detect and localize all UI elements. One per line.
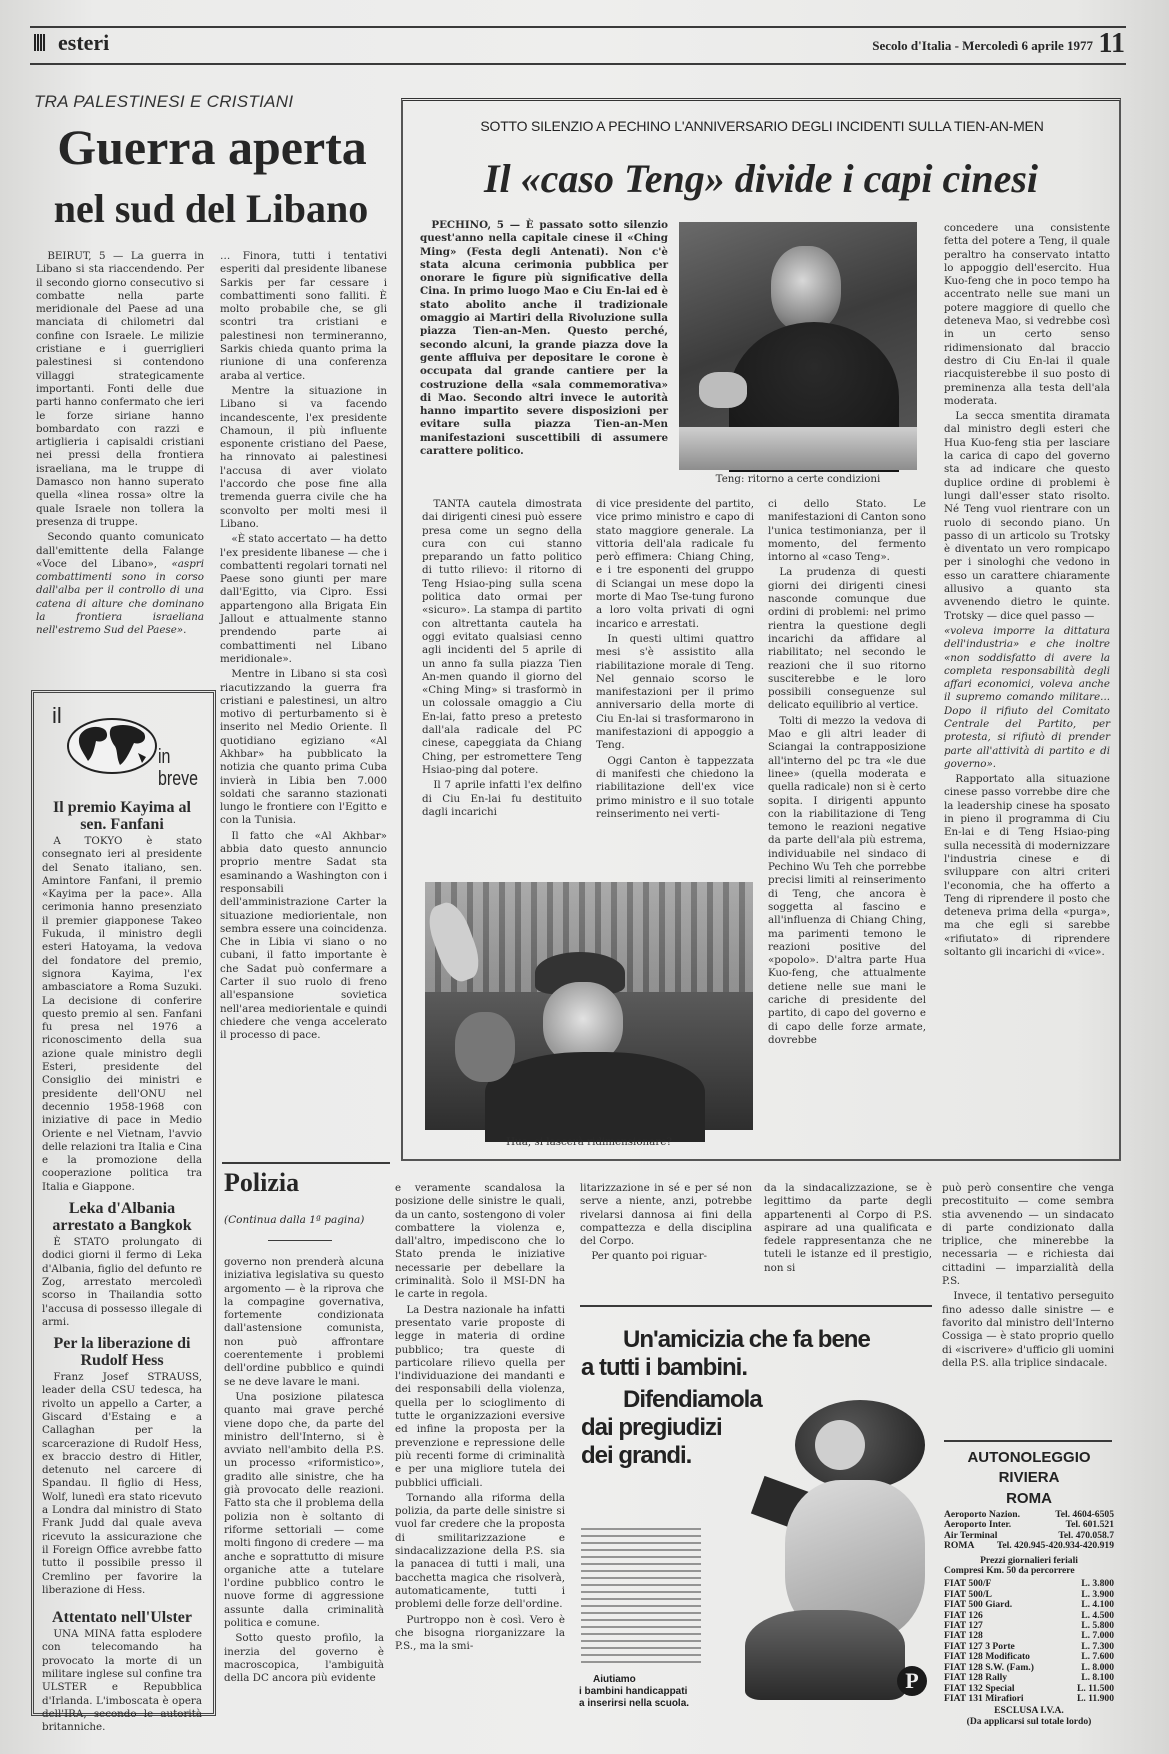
polizia-paragraph: litarizzazione in sé e per sé non serve a niente, anzi, potrebbe rivelarsi dannosa ai fini della compattezza e della disciplina del Corpo. xyxy=(580,1182,752,1248)
polizia-paragraph: Sotto questo profilo, la inerzia del governo è macroscopica, l'ambiguità della DC ancora più evidente xyxy=(224,1632,384,1685)
car-model: FIAT 131 Mirafiori xyxy=(944,1692,1024,1704)
ad-amicizia xyxy=(575,1310,933,1714)
vat-note: (Da applicarsi sul totale lordo) xyxy=(966,1715,1092,1727)
teng-paragraph: Tolti di mezzo la vedova di Mao e gli altri leader di Sciangai la contrapposizione all'interno del pc tra «le due linee» (quella moderata e quella radicale) non si è certo sopita. I dirigenti appunto con la riabilitazione di Teng temono le reazioni negative da parte dell'ala più estrema, individuabile nel sindaco di Pechino Wu Teh che porrebbe precisi limiti al reinserimento di Teng, che ancora è soggetta al fascino e all'influenza di Chiang Ching, ma parimenti temono le reazioni positive del «popolo». D'altra parte Hua Kuo-feng, che attualmente detiene nelle sue mani le cariche di presidente del partito, di capo del governo e di capo delle forze armate, dovrebbe xyxy=(768,714,926,1046)
polizia-column-d xyxy=(764,1182,932,1274)
teng-column-1 xyxy=(422,498,582,876)
car-model: FIAT 127 3 Porte xyxy=(944,1640,1015,1652)
libano-paragraph: Mentre la situazione in Libano si va facendo incandescente, l'ex presidente Chamoun, il più influente esponente cristiano del Paese, ha rinnovato ai palestinesi l'accusa di aver violato l'accordo che pose fine alla tremenda guerra civile che ha sconvolto per molti mesi il Libano. xyxy=(220,384,387,530)
brief-title: Per la liberazione di Rudolf Hess xyxy=(53,1335,191,1370)
libano-column-1 xyxy=(36,250,204,670)
autonoleggio-name-1: AUTONOLEGGIO xyxy=(967,1449,1091,1466)
globe-icon xyxy=(66,717,158,775)
car-price: L. 4.500 xyxy=(1081,1609,1114,1621)
briefs-logo xyxy=(46,701,199,790)
ad-headline-3: Difendiamola xyxy=(623,1386,762,1413)
polizia-subtitle: (Continua dalla 1ª pagina) xyxy=(224,1214,365,1226)
teng-paragraph: ci dello Stato. Le manifestazioni di Canton sono l'unica testimonianza, per il momento, del fermento intorno al «caso Teng». xyxy=(768,498,926,564)
teng-headline: Il «caso Teng» divide i capi cinesi xyxy=(483,156,1039,201)
teng-photo-hand xyxy=(699,372,747,408)
phone-label: Aeroporto Inter. xyxy=(944,1519,1012,1531)
car-model: FIAT 128 Modificato xyxy=(944,1651,1030,1663)
teng-column-2 xyxy=(596,498,754,876)
teng-lead xyxy=(420,219,668,487)
car-price: L. 7.000 xyxy=(1081,1630,1114,1642)
teng-quote: «voleva imporre la dittatura dell'industria» e che inoltre «non soddisfatto di avere la completa responsabilità degli affari economici, voleva anche il supremo comando militare... Dopo il rifiuto del Comitato Centrale del Partito, per protesta, si rifiutò di prender parte all'attività di partito e di governo». xyxy=(944,624,1110,770)
teng-photo-head xyxy=(771,246,841,332)
autonoleggio-top-rule xyxy=(944,1440,1112,1442)
car-price: L. 11.900 xyxy=(1076,1692,1114,1704)
teng-photo xyxy=(679,222,917,470)
teng-photo-caption: Teng: ritorno a certe condizioni xyxy=(715,473,881,485)
car-price: L. 3.800 xyxy=(1081,1578,1114,1590)
brief-text: È STATO prolungato di dodici giorni il fermo di Leka d'Albania, figlio del defunto re Zog, arrestato mercoledì scorso in Thailandia sotto l'accusa di possesso illegale di armi. xyxy=(42,1236,202,1328)
libano-paragraph: «È stato accertato — ha detto l'ex presidente libanese — che i combattenti regolari tornati nel Paese sono giunti per mare dall'Egitto, via Cipro. Essi appartengono alla Brigata Ein Jallout e attualmente stanno prendendo parte ai combattimenti nel Libano meridionale». xyxy=(220,533,387,665)
polizia-paragraph: Tornando alla riforma della polizia, da parte delle sinistre si vuol far credere che la proposta di smilitarizzazione e sindacalizzazione della P.S. sia la panacea di tutti i mali, una bacchetta magica che risolverà, automaticamente, tutti i problemi delle forze dell'ordine. xyxy=(395,1491,565,1611)
polizia-paragraph: può però consentire che venga precostituito — come sembra stia avvenendo — un sindacato di parte condizionato dalla triplice, che minerebbe la necessaria — e richiesta dai cittadini — imparzialità della P.S. xyxy=(942,1182,1114,1288)
car-price-list xyxy=(944,1579,1114,1704)
ad-photo-face xyxy=(815,1420,865,1470)
header-bottom-rule xyxy=(30,63,1126,65)
brief-title: Attentato nell'Ulster xyxy=(52,1609,192,1627)
ad-body-text xyxy=(581,1528,701,1668)
polizia-subtitle-rule xyxy=(268,1240,332,1241)
ad-top-rule xyxy=(580,1305,932,1307)
teng-paragraph: Oggi Canton è tappezzata di manifesti che chiedono la riabilitazione dell'ex vice primo ministro e il suo totale reinserimento nei verti- xyxy=(596,754,754,820)
car-price: L. 8.000 xyxy=(1081,1661,1114,1673)
hua-photo-person xyxy=(455,1012,515,1082)
phone-label: Air Terminal xyxy=(944,1529,998,1541)
teng-paragraph: di vice presidente del partito, vice primo ministro e capo di stato maggiore generale. La vittoria dell'ala radicale fu però effimera: Chiang Ching, e i tre esponenti del gruppo di Sciangai un mese dopo la morte di Mao Tse-tung furono a loro volta privati di ogni incarico e arrestati. xyxy=(596,498,754,630)
section-icon xyxy=(34,34,46,51)
polizia-column-e xyxy=(942,1182,1114,1422)
vat-label: ESCLUSA I.V.A. xyxy=(994,1705,1064,1717)
car-price: L. 5.800 xyxy=(1081,1620,1114,1632)
car-price: L. 3.900 xyxy=(1081,1588,1114,1600)
libano-column-2 xyxy=(220,250,387,1106)
libano-paragraph: BEIRUT, 5 — La guerra in Libano si sta riaccendendo. Per il secondo giorno consecutivo si combatte nella parte meridionale del Paese ad una manciata di chilometri dal confine con Israele. Le milizie cristiane e i guerriglieri palestinesi si contendono villaggi strategicamente importanti. Fonti delle due parti hanno confermato che ieri le forze siriane hanno bombardato con razzi e artiglieria i capisaldi cristiani nei pressi della frontiera israeliana, ma le truppe di Damasco non hanno superato quella «linea rossa» oltre la quale Israele non tollera la presenza di truppe. xyxy=(36,250,204,528)
libano-paragraph-text: Secondo quanto comunicato dall'emittente della Falange «Voce del Libano», xyxy=(36,531,204,570)
ad-headline-1: Un'amicizia che fa bene xyxy=(623,1326,870,1353)
car-model: FIAT 132 Special xyxy=(944,1682,1015,1694)
ad-footer-line: a inserirsi nella scuola. xyxy=(579,1698,690,1709)
polizia-column-b xyxy=(395,1182,565,1714)
teng-lead-text: PECHINO, 5 — È passato sotto silenzio quest'anno nella capitale cinese il «Ching Ming» (Festa degli Antenati). Non c'è stata alcuna cerimonia pubblica per onorare le figure più significative della Cina. In primo luogo Mao e Ciu En-lai ed è stato abolito anche il tradizionale omaggio ai Martiri della Rivoluzione sulla piazza Tien-an-Men. Questo perché, secondo alcuni, la grande piazza dove la gente affluiva per depositare le corone è occupata dal grande cantiere per la costruzione della «sala commemorativa» di Mao. Secondo altri invece le autorità hanno impartito severe disposizioni per evitare sulla piazza Tien-an-Men manifestazioni suscettibili di assumere carattere politico. xyxy=(420,219,668,458)
car-row xyxy=(944,1694,1114,1704)
brief-text: Franz Josef STRAUSS, leader della CSU tedesca, ha rivolto un appello a Carter, a Giscard d'Estaing e a Callaghan per la scarcerazione di Rudolf Hess, ex braccio destro di Hitler, detenuto nel carcere di Spandau. Il figlio di Hess, Wolf, lunedì era stato ricevuto a Londra dal ministro di Stato Frank Judd dal quale aveva ricevuto la assicurazione che il Foreign Office avrebbe fatto tutto il possibile presso il Cremlino per favorire la liberazione di Hess. xyxy=(42,1371,202,1596)
brief-title: Il premio Kayima al sen. Fanfani xyxy=(53,799,191,833)
ad-footer-line: Aiutiamo xyxy=(593,1674,636,1685)
phone-row xyxy=(944,1541,1114,1551)
car-price: L. 4.100 xyxy=(1081,1599,1114,1611)
polizia-paragraph: e veramente scandalosa la posizione delle sinistre le quali, da un canto, sostengono di voler combattere la violenza e, dall'altro, impediscono che lo Stato prenda le iniziative necessarie per debellare la criminalità. Solo il MSI-DN ha le carte in regola. xyxy=(395,1182,565,1301)
prices-title: Prezzi giornalieri feriali xyxy=(980,1554,1078,1566)
libano-paragraph: … Finora, tutti i tentativi esperiti dal presidente libanese Sarkis per far cessare i combattimenti sono falliti. È molto probabile che, se gli scontri tra cristiani e palestinesi non termineranno, Sarkis chieda quanto prima la riunione di una conferenza araba al vertice. xyxy=(220,250,387,382)
briefs-logo-il: il xyxy=(52,703,62,728)
autonoleggio-name-2: RIVIERA xyxy=(998,1469,1060,1486)
ad-photo xyxy=(745,1400,935,1710)
ad-photo-legs xyxy=(745,1610,905,1700)
car-model: FIAT 128 S.W. (Fam.) xyxy=(944,1661,1034,1673)
libano-headline-1: Guerra aperta xyxy=(57,119,367,175)
prices-note: Compresi Km. 50 da percorrere xyxy=(944,1565,1075,1577)
car-price: L. 7.600 xyxy=(1081,1651,1114,1663)
polizia-column-c xyxy=(580,1182,752,1266)
car-price: L. 11.500 xyxy=(1076,1682,1114,1694)
car-model: FIAT 126 xyxy=(944,1609,983,1621)
brief-item xyxy=(42,1200,202,1329)
autonoleggio-phones xyxy=(944,1510,1114,1552)
car-price: L. 8.100 xyxy=(1081,1672,1114,1684)
polizia-paragraph: governo non prenderà alcuna iniziativa legislativa su questo argomento — è la riprova che la compagine governativa, fortemente condizionata dall'astensione comunista, non può affrontare coerentemente i problemi dell'ordine pubblico e quindi se ne deve lavare le mani. xyxy=(224,1256,384,1388)
brief-item xyxy=(42,1335,202,1597)
autonoleggio-ad xyxy=(944,1448,1114,1727)
phone-number: Tel. 470.058.7 xyxy=(1058,1529,1114,1541)
libano-kicker: TRA PALESTINESI E CRISTIANI xyxy=(34,92,294,111)
phone-label: Aeroporto Nazion. xyxy=(944,1509,1021,1520)
phone-label: ROMA xyxy=(944,1540,975,1552)
libano-paragraph: Mentre in Libano si sta così riacutizzando la guerra fra cristiani e palestinesi, un altro motivo di perturbamento si è inserito nel Medio Oriente. Il quotidiano egiziano «Al Akhbar» ha pubblicato la notizia che quanto prima Cuba invierà in Libia ben 7.000 soldati che saranno stazionati lungo le frontiere con l'Egitto e con la Tunisia. xyxy=(220,668,387,827)
ad-logo: P xyxy=(897,1666,927,1696)
teng-paragraph: In questi ultimi quattro mesi s'è assistito alla riabilitazione morale di Teng. Nel gennaio scorso le manifestazioni per il primo anniversario della morte di Ciu En-lai si trasformarono in manifestazioni di appoggio a Teng. xyxy=(596,632,754,752)
car-model: FIAT 500/L xyxy=(944,1588,992,1600)
polizia-top-rule xyxy=(222,1162,390,1164)
hua-photo-caption: Hua, si lascerà ridimensionare? xyxy=(506,1136,672,1148)
libano-paragraph xyxy=(36,531,204,637)
polizia-paragraph: Invece, il tentativo perseguito fino adesso dalle sinistre — e favorito dal ministro dell'Interno Cossiga — è stato proprio quello di «iscrivere» d'ufficio gli uomini della P.S. alla triplice sindacale. xyxy=(942,1290,1114,1369)
hua-photo-body xyxy=(485,1052,705,1142)
brief-item xyxy=(42,799,202,1194)
libano-headline-2: nel sud del Libano xyxy=(53,186,369,231)
briefs-list xyxy=(42,793,202,1734)
briefs-logo-in: in xyxy=(158,746,171,768)
phone-number: Tel. 4604-6505 xyxy=(1055,1509,1114,1520)
masthead-date: Secolo d'Italia - Mercoledì 6 aprile 1977 xyxy=(872,38,1093,53)
autonoleggio-name-3: ROMA xyxy=(1006,1490,1052,1507)
brief-item xyxy=(42,1609,202,1734)
car-model: FIAT 500 Giard. xyxy=(944,1599,1013,1611)
teng-column-3 xyxy=(768,498,926,1148)
teng-column-4 xyxy=(944,222,1110,1148)
teng-paragraph: concedere una consistente fetta del potere a Teng, il quale peraltro ha conservato intatto lo appoggio dell'esercito. Hua Kuo-feng che in poco tempo ha accentrato nelle sue mani un potere maggiore di quello che deteneva Mao, si vedrebbe così in un certo senso ridimensionato dal braccio destro di Ciu En-lai il quale riacquisterebbe il suo posto di preminenza alla testa dell'ala moderata. xyxy=(944,222,1110,407)
car-model: FIAT 127 xyxy=(944,1620,983,1632)
phone-number: Tel. 601.521 xyxy=(1065,1519,1114,1531)
polizia-paragraph: Una posizione pilatesca quanto mai grave perché viene dopo che, da parte del ministro dell'Interno, si è avviato nell'ambito della P.S. un processo «riformistico», gradito alle sinistre, che ha già provocato delle reazioni. Fatto sta che il problema della polizia non è soltanto di riforme settoriali — come molti fingono di credere — ma anche e soprattutto di misure organiche atte a tutelare l'ordine pubblico contro le nuove forme di aggressione assunte dalla criminalità politica e comune. xyxy=(224,1390,384,1630)
ad-footer xyxy=(579,1674,689,1710)
header-top-rule xyxy=(30,26,1126,28)
polizia-paragraph: Purtroppo non è così. Vero è che bisogna riorganizzare la P.S., ma la smi- xyxy=(395,1613,565,1653)
page-number: 11 xyxy=(1098,28,1125,59)
ad-footer-line: i bambini handicappati xyxy=(579,1686,688,1697)
brief-text: A TOKYO è stato consegnato ieri al presidente del Senato italiano, sen. Amintore Fanfani, il premio «Kayima per la pace». Alla cerimonia hanno presenziato il premier giapponese Takeo Fukuda, il ministro degli esteri Hatoyama, la vedova del fondatore del premio, signora Kayima, l'ex ambasciatore a Roma Suzuki. La decisione di conferire questo premio al sen. Fanfani fu presa nel 1976 a riconoscimento della sua azione quale ministro degli Esteri, presidente del Consiglio dei ministri e presidente dell'ONU nel decennio 1958-1968 con iniziative di pace in Medio Oriente e nel Vietnam, l'avvio delle relazioni tra Italia e Cina e la promozione della cooperazione politica tra Italia e Giappone. xyxy=(42,835,202,1193)
teng-photo-table xyxy=(679,427,917,470)
teng-paragraph: La prudenza di questi giorni dei dirigenti cinesi nasconde comunque due ordini di problemi: nel primo rientra la questione degli incarichi da affidare al riabilitato; nel secondo le reazioni che il suo ritorno susciterebbe e le loro possibili conseguenze sul delicato equilibrio al vertice. xyxy=(768,566,926,712)
polizia-paragraph: Per quanto poi riguar- xyxy=(591,1250,708,1263)
phone-number: Tel. 420.945-420.934-420.919 xyxy=(996,1540,1114,1552)
car-model: FIAT 500/F xyxy=(944,1578,992,1590)
polizia-title: Polizia xyxy=(224,1168,300,1197)
libano-quote: «aspri combattimenti sono in corso dall'alba per il controllo di una catena di alture che dominano la frontiera israeliana nell'estremo Sud del Paese». xyxy=(36,557,205,637)
car-model: FIAT 128 xyxy=(944,1630,983,1642)
briefs-logo-breve: breve xyxy=(158,768,199,790)
ad-headline-4: dai pregiudizi xyxy=(581,1414,722,1441)
libano-paragraph: Il fatto che «Al Akhbar» abbia dato questo annuncio proprio mentre Sadat sta esaminando a Washington con i responsabili dell'amministrazione Carter la situazione mediorientale, non sembra essere una coincidenza. Che in Libia vi siano o no cubani, il fatto importante è che Sadat può confermare a Carter il suo ruolo di freno all'espansione sovietica nell'area mediorientale e quindi chiedere che venga accelerato il processo di pace. xyxy=(220,829,387,1042)
teng-paragraph: La secca smentita diramata dal ministro degli esteri che Hua Kuo-feng stia per lasciare la carica di capo del governo sta ad indicare che questo duplice ordine di problemi è lungi dall'esser stato risolto. Né Teng vuol rientrare con un ruolo di secondo piano. Un passo di un articolo su Trotsky è diventato un vero rompicapo per i sinologhi che vedono in esso un carattere chiaramente allusivo a quanto sta avvenendo dietro le quinte. Trotsky — dice quel passo — xyxy=(944,410,1110,622)
section-name: esteri xyxy=(58,30,110,55)
brief-title: Leka d'Albania arrestato a Bangkok xyxy=(52,1200,192,1235)
ad-headline-2: a tutti i bambini. xyxy=(581,1354,747,1381)
teng-paragraph: Il 7 aprile infatti l'ex delfino di Ciu En-lai fu destituito dagli incarichi xyxy=(422,779,582,818)
polizia-column-a xyxy=(224,1256,384,1714)
car-model: FIAT 128 Rally xyxy=(944,1672,1008,1684)
ad-headline-5: dei grandi. xyxy=(581,1442,692,1469)
teng-kicker: SOTTO SILENZIO A PECHINO L'ANNIVERSARIO DEGLI INCIDENTI SULLA TIEN-AN-MEN xyxy=(480,118,1044,134)
polizia-paragraph: La Destra nazionale ha infatti presentato varie proposte di legge in materia di ordine pubblico; tra queste di particolare rilievo quella per l'individuazione dei mandanti e dei responsabili della violenza, quella per lo scioglimento di tutte le organizzazioni eversive ed infine la proposta per la prevenzione e repressione delle più recenti forme di criminalità e per una migliore tutela dei pubblici ufficiali. xyxy=(395,1303,565,1489)
teng-paragraph: Rapportato alla situazione cinese passo vorrebbe dire che la leadership cinese ha sposato in pieno il programma di Ciu En-lai e di Teng Hsiao-ping sulla necessità di modernizzare l'industria cinese e di sviluppare con altri criteri l'economia, che ha offerto a Teng di riprendere il posto che deteneva prima della «purga», ma che egli si sarebbe «rifiutato» di riprendere soltanto gli incarichi di «vice». xyxy=(944,773,1110,959)
hua-photo xyxy=(425,882,753,1130)
briefs-box xyxy=(31,690,216,1734)
car-price: L. 7.300 xyxy=(1081,1640,1114,1652)
libano-paragraph-text: Finora, tutti i tentativi esperiti dal presidente libanese Sarkis per far cessare i combattimenti sono falliti. È molto probabile che, se gli scontri tra cristiani e palestinesi non termineranno, Sarkis chieda quanto prima la riunione di una conferenza araba al vertice. xyxy=(220,250,387,382)
brief-text: UNA MINA fatta esplodere con telecomando ha provocato la morte di un militare inglese sul confine tra ULSTER e Repubblica d'Irlanda. L'imboscata è opera dell'IRA, secondo le autorità britanniche. xyxy=(42,1628,202,1734)
polizia-paragraph: da la sindacalizzazione, se è legittimo da parte degli appartenenti al Corpo di P.S. aspirare ad una qualificata e fedele rappresentanza che ne tuteli le istanze ed il prestigio, non si xyxy=(764,1182,932,1274)
car-row xyxy=(944,1673,1114,1683)
teng-paragraph: TANTA cautela dimostrata dai dirigenti cinesi può essere presa come un segno della cura con cui stanno preparando un fatto politico di tutto rilievo: il ritorno di Teng Hsiao-ping sulla scena politica dato ormai per «sicuro». La stampa di partito con altrettanta cautela ha oggi evitato qualsiasi cenno agli incidenti del 5 aprile di un anno fa sulla piazza Tien An-men quando il giorno del «Ching Ming» si trasformò in un colossale omaggio a Ciu En-lai, fatto preso a pretesto dall'ala radicale del PC cinese, capeggiata da Chiang Ching, per estromettere Teng Hsiao-ping dal potere. xyxy=(422,498,582,776)
